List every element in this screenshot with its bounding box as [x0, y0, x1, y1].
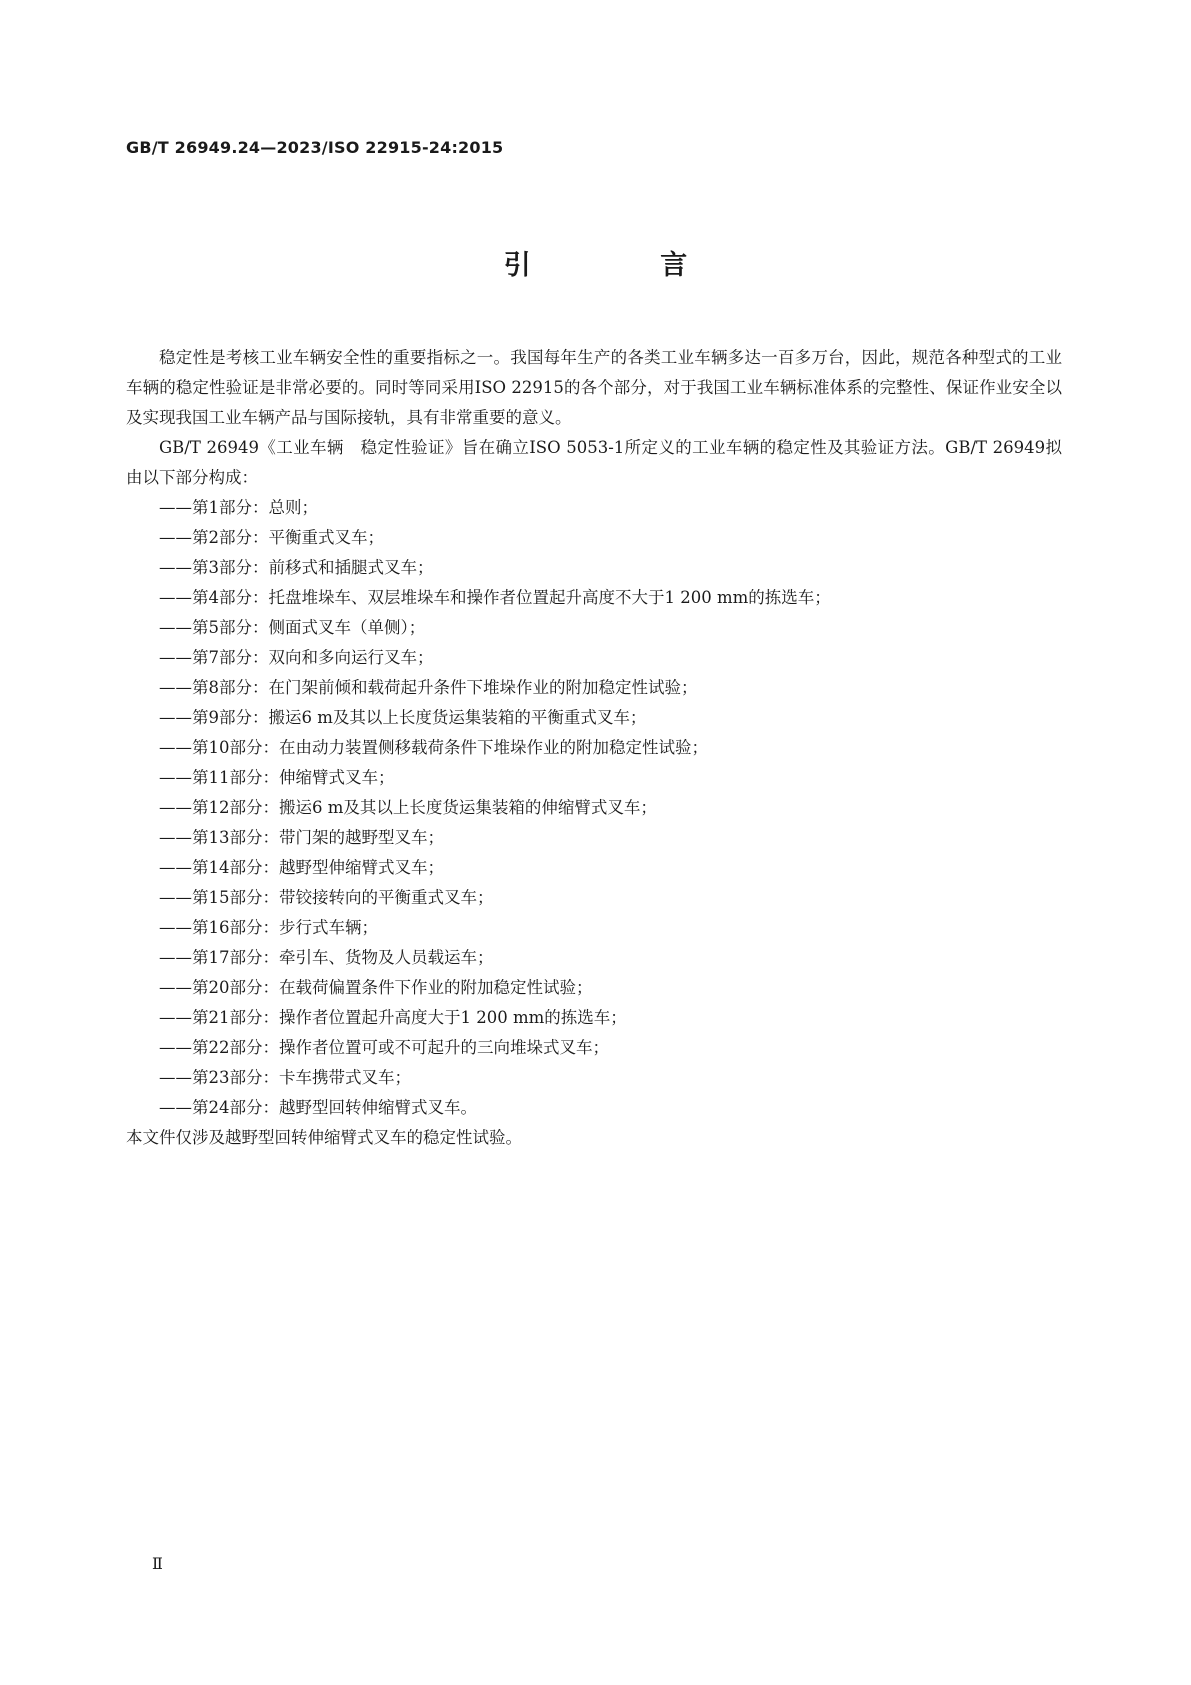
list-item: ——第23部分：卡车携带式叉车； — [159, 1068, 411, 1087]
section-title: 引 言 — [503, 250, 748, 281]
list-item: ——第14部分：越野型伸缩臂式叉车； — [159, 858, 444, 877]
list-item: ——第17部分：牵引车、货物及人员载运车； — [159, 948, 494, 967]
list-item: ——第9部分：搬运6 m及其以上长度货运集装箱的平衡重式叉车； — [159, 708, 647, 727]
list-item: ——第5部分：侧面式叉车（单侧）； — [159, 618, 426, 637]
introduction-body — [126, 343, 1062, 1153]
scope-statement: 本文件仅涉及越野型回转伸缩臂式叉车的稳定性试验。 — [126, 1128, 522, 1147]
list-item: ——第10部分：在由动力装置侧移载荷条件下堆垛作业的附加稳定性试验； — [159, 738, 708, 757]
list-item: ——第8部分：在门架前倾和载荷起升条件下堆垛作业的附加稳定性试验； — [159, 678, 698, 697]
list-item: ——第15部分：带铰接转向的平衡重式叉车； — [159, 888, 494, 907]
page-number: Ⅱ — [152, 1554, 163, 1573]
parts-list — [126, 493, 1062, 1123]
list-item: ——第16部分：步行式车辆； — [159, 918, 378, 937]
list-item: ——第7部分：双向和多向运行叉车； — [159, 648, 434, 667]
list-item: ——第20部分：在载荷偏置条件下作业的附加稳定性试验； — [159, 978, 593, 997]
list-item: ——第12部分：搬运6 m及其以上长度货运集装箱的伸缩臂式叉车； — [159, 798, 657, 817]
list-item: ——第4部分：托盘堆垛车、双层堆垛车和操作者位置起升高度不大于1 200 mm的拣选车； — [159, 588, 831, 607]
list-item: ——第1部分：总则； — [159, 498, 318, 517]
document-code: GB/T 26949.24—2023/ISO 22915-24:2015 — [126, 138, 504, 157]
list-item: ——第11部分：伸缩臂式叉车； — [159, 768, 395, 787]
intro-paragraph-2: GB/T 26949《工业车辆 稳定性验证》旨在确立ISO 5053-1所定义的工业车辆的稳定性及其验证方法。GB/T 26949拟由以下部分构成： — [126, 438, 1062, 487]
intro-paragraph-1: 稳定性是考核工业车辆安全性的重要指标之一。我国每年生产的各类工业车辆多达一百多万台，因此，规范各种型式的工业车辆的稳定性验证是非常必要的。同时等同采用ISO 22915的各个部分，对于我国工业车辆标准体系的完整性、保证作业安全以及实现我国工业车辆产品与国际接轨，具有非常重要的意义。 — [126, 348, 1062, 427]
list-item: ——第13部分：带门架的越野型叉车； — [159, 828, 444, 847]
list-item: ——第21部分：操作者位置起升高度大于1 200 mm的拣选车； — [159, 1008, 627, 1027]
list-item: ——第22部分：操作者位置可或不可起升的三向堆垛式叉车； — [159, 1038, 609, 1057]
list-item: ——第24部分：越野型回转伸缩臂式叉车。 — [159, 1098, 477, 1117]
list-item: ——第3部分：前移式和插腿式叉车； — [159, 558, 434, 577]
list-item: ——第2部分：平衡重式叉车； — [159, 528, 384, 547]
